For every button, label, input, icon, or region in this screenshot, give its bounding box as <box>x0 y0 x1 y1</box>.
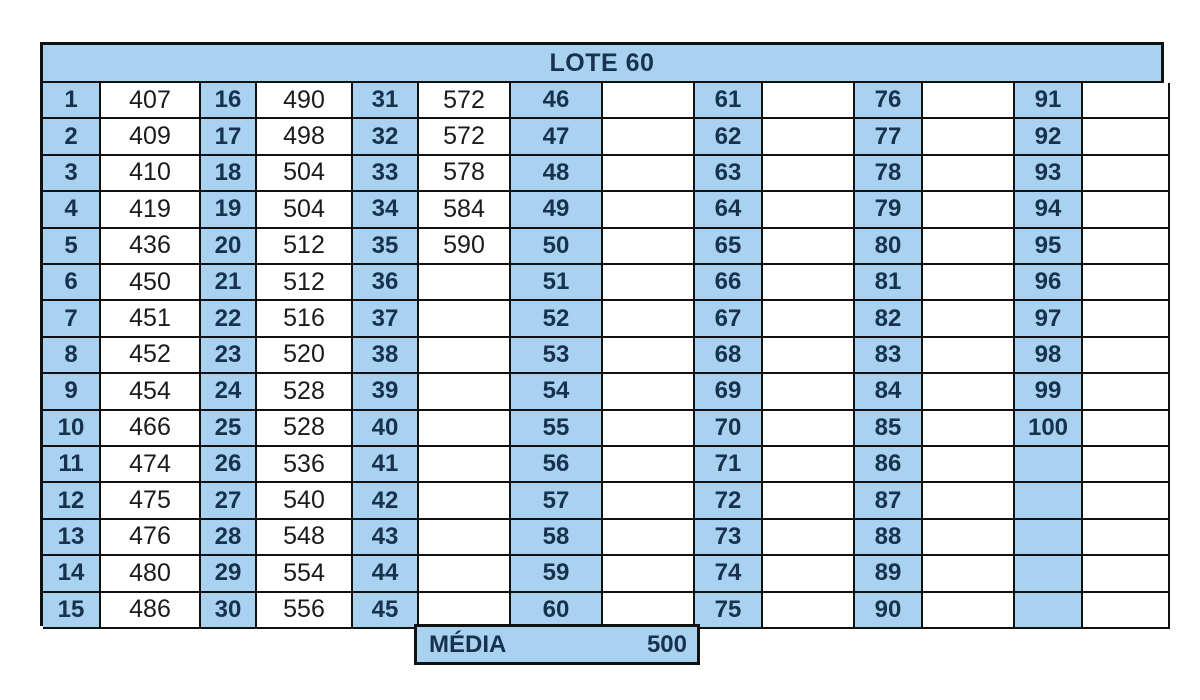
row-number-cell: 17 <box>201 119 257 155</box>
row-number-cell: 68 <box>695 338 763 374</box>
row-number-cell: 69 <box>695 374 763 410</box>
row-number-cell <box>1015 520 1083 556</box>
row-number-cell: 30 <box>201 593 257 629</box>
row-number-cell: 51 <box>511 265 603 301</box>
row-number-cell: 12 <box>43 483 101 519</box>
value-cell <box>1083 192 1170 228</box>
value-cell <box>603 556 695 592</box>
row-number-cell: 57 <box>511 483 603 519</box>
row-number-cell: 81 <box>855 265 923 301</box>
row-number-cell: 71 <box>695 447 763 483</box>
value-cell <box>923 119 1015 155</box>
row-number-cell: 11 <box>43 447 101 483</box>
value-cell <box>923 374 1015 410</box>
row-number-cell: 65 <box>695 229 763 265</box>
value-cell: 504 <box>257 192 353 228</box>
row-number-cell: 13 <box>43 520 101 556</box>
value-cell <box>603 83 695 119</box>
value-cell <box>923 411 1015 447</box>
row-number-cell: 93 <box>1015 156 1083 192</box>
value-cell <box>763 483 855 519</box>
value-cell <box>923 483 1015 519</box>
value-cell: 475 <box>101 483 201 519</box>
row-number-cell: 97 <box>1015 301 1083 337</box>
value-cell <box>1083 593 1170 629</box>
row-number-cell: 20 <box>201 229 257 265</box>
row-number-cell: 86 <box>855 447 923 483</box>
row-number-cell: 9 <box>43 374 101 410</box>
value-cell: 572 <box>419 83 511 119</box>
row-number-cell: 35 <box>353 229 419 265</box>
value-cell: 520 <box>257 338 353 374</box>
row-number-cell: 79 <box>855 192 923 228</box>
row-number-cell: 77 <box>855 119 923 155</box>
average-box <box>414 624 700 665</box>
row-number-cell: 47 <box>511 119 603 155</box>
row-number-cell: 55 <box>511 411 603 447</box>
row-number-cell: 56 <box>511 447 603 483</box>
value-cell <box>1083 483 1170 519</box>
row-number-cell: 18 <box>201 156 257 192</box>
value-cell: 556 <box>257 593 353 629</box>
value-cell <box>603 229 695 265</box>
value-cell <box>763 447 855 483</box>
row-number-cell: 58 <box>511 520 603 556</box>
row-number-cell: 98 <box>1015 338 1083 374</box>
value-cell <box>923 301 1015 337</box>
row-number-cell: 32 <box>353 119 419 155</box>
value-cell <box>763 301 855 337</box>
row-number-cell: 100 <box>1015 411 1083 447</box>
value-cell <box>1083 83 1170 119</box>
value-cell <box>763 192 855 228</box>
value-cell <box>603 520 695 556</box>
row-number-cell: 70 <box>695 411 763 447</box>
row-number-cell: 83 <box>855 338 923 374</box>
row-number-cell: 82 <box>855 301 923 337</box>
row-number-cell: 92 <box>1015 119 1083 155</box>
row-number-cell: 76 <box>855 83 923 119</box>
value-cell <box>1083 119 1170 155</box>
value-cell: 536 <box>257 447 353 483</box>
value-cell <box>1083 556 1170 592</box>
row-number-cell: 95 <box>1015 229 1083 265</box>
value-cell <box>603 374 695 410</box>
row-number-cell: 50 <box>511 229 603 265</box>
value-cell <box>923 520 1015 556</box>
value-cell: 451 <box>101 301 201 337</box>
row-number-cell: 16 <box>201 83 257 119</box>
value-cell <box>603 447 695 483</box>
average-label: MÉDIA <box>429 630 507 658</box>
value-cell <box>1083 229 1170 265</box>
row-number-cell: 38 <box>353 338 419 374</box>
value-cell: 590 <box>419 229 511 265</box>
row-number-cell: 60 <box>511 593 603 629</box>
row-number-cell: 74 <box>695 556 763 592</box>
row-number-cell: 22 <box>201 301 257 337</box>
value-cell: 486 <box>101 593 201 629</box>
value-cell: 409 <box>101 119 201 155</box>
row-number-cell <box>1015 483 1083 519</box>
row-number-cell: 1 <box>43 83 101 119</box>
row-number-cell: 19 <box>201 192 257 228</box>
value-cell: 480 <box>101 556 201 592</box>
row-number-cell: 43 <box>353 520 419 556</box>
value-cell <box>1083 338 1170 374</box>
row-number-cell: 31 <box>353 83 419 119</box>
row-number-cell: 8 <box>43 338 101 374</box>
value-cell <box>419 301 511 337</box>
value-cell: 584 <box>419 192 511 228</box>
value-cell: 407 <box>101 83 201 119</box>
value-cell: 436 <box>101 229 201 265</box>
row-number-cell: 99 <box>1015 374 1083 410</box>
value-cell: 528 <box>257 374 353 410</box>
value-cell <box>763 411 855 447</box>
value-cell <box>419 556 511 592</box>
value-cell <box>763 119 855 155</box>
value-cell <box>763 83 855 119</box>
row-number-cell: 66 <box>695 265 763 301</box>
value-cell: 466 <box>101 411 201 447</box>
row-number-cell: 14 <box>43 556 101 592</box>
value-cell <box>923 265 1015 301</box>
value-cell: 516 <box>257 301 353 337</box>
row-number-cell: 44 <box>353 556 419 592</box>
value-cell <box>763 520 855 556</box>
row-number-cell: 37 <box>353 301 419 337</box>
row-number-cell: 67 <box>695 301 763 337</box>
value-cell <box>419 374 511 410</box>
value-cell <box>923 229 1015 265</box>
value-cell <box>763 593 855 629</box>
row-number-cell: 29 <box>201 556 257 592</box>
row-number-cell: 88 <box>855 520 923 556</box>
value-cell <box>603 411 695 447</box>
value-cell: 578 <box>419 156 511 192</box>
row-number-cell <box>1015 556 1083 592</box>
value-cell: 504 <box>257 156 353 192</box>
row-number-cell: 41 <box>353 447 419 483</box>
row-number-cell: 78 <box>855 156 923 192</box>
value-cell <box>763 338 855 374</box>
row-number-cell: 96 <box>1015 265 1083 301</box>
value-cell <box>923 83 1015 119</box>
row-number-cell: 3 <box>43 156 101 192</box>
value-cell <box>1083 411 1170 447</box>
value-cell: 410 <box>101 156 201 192</box>
row-number-cell: 75 <box>695 593 763 629</box>
value-cell: 452 <box>101 338 201 374</box>
value-cell <box>763 265 855 301</box>
row-number-cell: 33 <box>353 156 419 192</box>
value-cell: 450 <box>101 265 201 301</box>
row-number-cell: 63 <box>695 156 763 192</box>
row-number-cell: 80 <box>855 229 923 265</box>
value-cell: 512 <box>257 229 353 265</box>
value-cell: 476 <box>101 520 201 556</box>
row-number-cell: 28 <box>201 520 257 556</box>
row-number-cell: 7 <box>43 301 101 337</box>
value-cell <box>419 338 511 374</box>
row-number-cell: 72 <box>695 483 763 519</box>
row-number-cell: 61 <box>695 83 763 119</box>
value-cell <box>923 338 1015 374</box>
value-cell <box>1083 374 1170 410</box>
table-title: LOTE 60 <box>43 45 1161 83</box>
value-cell <box>763 229 855 265</box>
row-number-cell: 90 <box>855 593 923 629</box>
value-cell <box>603 156 695 192</box>
value-cell: 454 <box>101 374 201 410</box>
row-number-cell: 53 <box>511 338 603 374</box>
row-number-cell: 64 <box>695 192 763 228</box>
value-cell <box>923 156 1015 192</box>
row-number-cell: 62 <box>695 119 763 155</box>
value-cell <box>603 338 695 374</box>
row-number-cell: 25 <box>201 411 257 447</box>
value-cell <box>1083 447 1170 483</box>
value-cell <box>923 192 1015 228</box>
row-number-cell: 85 <box>855 411 923 447</box>
row-number-cell: 36 <box>353 265 419 301</box>
value-cell <box>923 556 1015 592</box>
row-number-cell: 21 <box>201 265 257 301</box>
value-cell <box>1083 156 1170 192</box>
value-cell <box>419 411 511 447</box>
row-number-cell: 23 <box>201 338 257 374</box>
row-number-cell: 59 <box>511 556 603 592</box>
row-number-cell: 24 <box>201 374 257 410</box>
row-number-cell: 48 <box>511 156 603 192</box>
value-cell <box>603 192 695 228</box>
row-number-cell: 4 <box>43 192 101 228</box>
value-cell: 490 <box>257 83 353 119</box>
value-cell: 572 <box>419 119 511 155</box>
row-number-cell <box>1015 593 1083 629</box>
value-cell <box>419 447 511 483</box>
row-number-cell: 89 <box>855 556 923 592</box>
average-value: 500 <box>646 630 687 658</box>
value-cell: 512 <box>257 265 353 301</box>
row-number-cell: 26 <box>201 447 257 483</box>
lote-table <box>40 42 1164 626</box>
value-cell: 528 <box>257 411 353 447</box>
row-number-cell: 91 <box>1015 83 1083 119</box>
value-cell <box>923 447 1015 483</box>
value-cell: 554 <box>257 556 353 592</box>
value-cell: 540 <box>257 483 353 519</box>
row-number-cell <box>1015 447 1083 483</box>
value-cell <box>763 156 855 192</box>
value-cell <box>763 556 855 592</box>
row-number-cell: 27 <box>201 483 257 519</box>
value-cell <box>923 593 1015 629</box>
value-cell: 419 <box>101 192 201 228</box>
row-number-cell: 45 <box>353 593 419 629</box>
row-number-cell: 15 <box>43 593 101 629</box>
row-number-cell: 46 <box>511 83 603 119</box>
value-cell <box>603 301 695 337</box>
row-number-cell: 2 <box>43 119 101 155</box>
row-number-cell: 49 <box>511 192 603 228</box>
value-cell <box>603 483 695 519</box>
row-number-cell: 54 <box>511 374 603 410</box>
value-cell <box>419 520 511 556</box>
value-cell: 474 <box>101 447 201 483</box>
row-number-cell: 39 <box>353 374 419 410</box>
value-cell: 498 <box>257 119 353 155</box>
value-cell <box>603 265 695 301</box>
row-number-cell: 34 <box>353 192 419 228</box>
value-cell <box>419 265 511 301</box>
row-number-cell: 84 <box>855 374 923 410</box>
row-number-cell: 10 <box>43 411 101 447</box>
value-cell <box>1083 520 1170 556</box>
row-number-cell: 40 <box>353 411 419 447</box>
row-number-cell: 42 <box>353 483 419 519</box>
value-cell <box>1083 301 1170 337</box>
value-cell <box>1083 265 1170 301</box>
row-number-cell: 73 <box>695 520 763 556</box>
value-cell <box>603 119 695 155</box>
row-number-cell: 87 <box>855 483 923 519</box>
row-number-cell: 52 <box>511 301 603 337</box>
row-number-cell: 94 <box>1015 192 1083 228</box>
value-cell: 548 <box>257 520 353 556</box>
value-cell <box>763 374 855 410</box>
row-number-cell: 6 <box>43 265 101 301</box>
value-cell <box>419 483 511 519</box>
row-number-cell: 5 <box>43 229 101 265</box>
